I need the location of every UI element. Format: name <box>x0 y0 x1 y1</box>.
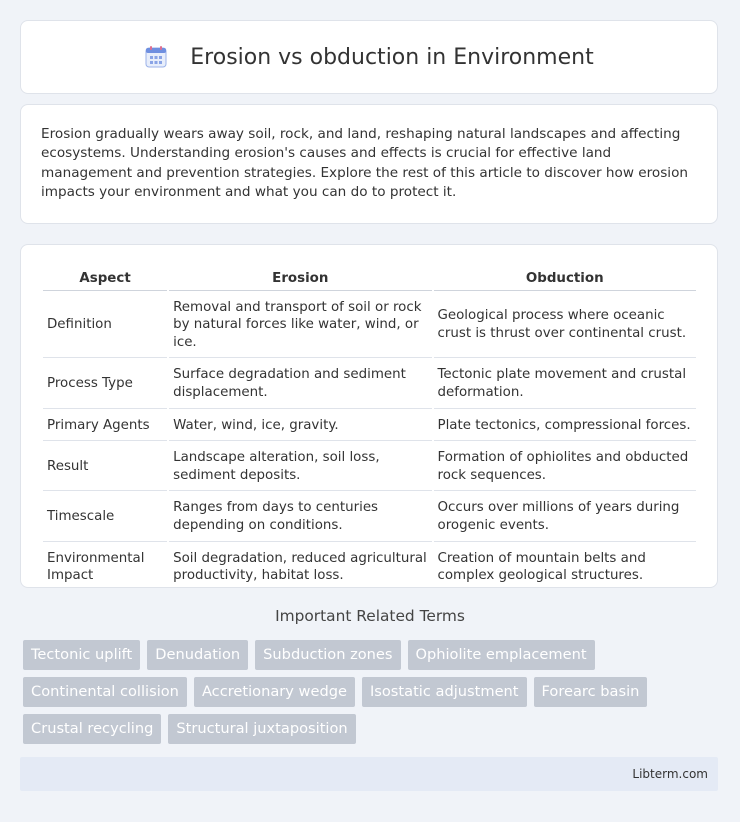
table-header-row <box>43 267 696 291</box>
tag-link[interactable]: Isostatic adjustment <box>362 677 527 707</box>
intro-text: Erosion gradually wears away soil, rock, and land, reshaping natural landscapes and affecting ecosystems. Understanding erosion's causes and effects is crucial for effective land management and prevention strategies. Explore the rest of this article to discover how erosion impacts your environment and what you can do to protect it. <box>41 126 689 201</box>
row-erosion: Landscape alteration, soil loss, sediment deposits. <box>169 443 431 491</box>
related-terms-tags <box>23 640 703 751</box>
footer <box>20 757 718 791</box>
row-aspect: Primary Agents <box>43 411 167 442</box>
footer-site-link[interactable]: Libterm.com <box>632 767 708 781</box>
row-obduction: Occurs over millions of years during orogenic events. <box>434 493 697 541</box>
tag-link[interactable]: Forearc basin <box>534 677 648 707</box>
calendar-grid-icon <box>144 45 168 69</box>
row-obduction: Plate tectonics, compressional forces. <box>434 411 697 442</box>
row-erosion: Water, wind, ice, gravity. <box>169 411 431 442</box>
row-erosion: Removal and transport of soil or rock by natural forces like water, wind, or ice. <box>169 293 431 359</box>
header-obduction: Obduction <box>434 267 697 291</box>
row-obduction: Formation of ophiolites and obducted rock sequences. <box>434 443 697 491</box>
row-obduction: Tectonic plate movement and crustal deformation. <box>434 360 697 408</box>
row-aspect: Definition <box>43 293 167 359</box>
page-title: Erosion vs obduction in Environment <box>190 44 594 70</box>
header-aspect: Aspect <box>43 267 167 291</box>
row-erosion: Soil degradation, reduced agricultural productivity, habitat loss. <box>173 550 427 584</box>
tag-link[interactable]: Crustal recycling <box>23 714 161 744</box>
tag-link[interactable]: Denudation <box>147 640 248 670</box>
table-row <box>43 493 696 541</box>
comparison-table-card <box>20 244 718 588</box>
comparison-table <box>41 265 698 593</box>
row-aspect: Environmental Impact <box>47 550 145 584</box>
tag-link[interactable]: Subduction zones <box>255 640 400 670</box>
header-erosion: Erosion <box>169 267 431 291</box>
intro-card <box>20 104 718 224</box>
row-aspect: Process Type <box>43 360 167 408</box>
row-obduction: Creation of mountain belts and complex geological structures. <box>437 550 646 584</box>
table-row <box>43 293 696 359</box>
table-row <box>43 360 696 408</box>
tag-link[interactable]: Continental collision <box>23 677 187 707</box>
tag-link[interactable]: Tectonic uplift <box>23 640 140 670</box>
row-erosion: Ranges from days to centuries depending on conditions. <box>169 493 431 541</box>
related-terms-title: Important Related Terms <box>275 607 465 625</box>
tag-link[interactable]: Structural juxtaposition <box>168 714 355 744</box>
table-row <box>43 411 696 442</box>
header-card <box>20 20 718 94</box>
title-wrap <box>144 45 593 70</box>
tag-link[interactable]: Ophiolite emplacement <box>408 640 595 670</box>
row-aspect: Timescale <box>43 493 167 541</box>
row-aspect: Result <box>43 443 167 491</box>
row-obduction: Geological process where oceanic crust is thrust over continental crust. <box>434 293 697 359</box>
table-row <box>43 544 696 591</box>
tag-link[interactable]: Accretionary wedge <box>194 677 355 707</box>
row-erosion: Surface degradation and sediment displacement. <box>169 360 431 408</box>
table-row <box>43 443 696 491</box>
